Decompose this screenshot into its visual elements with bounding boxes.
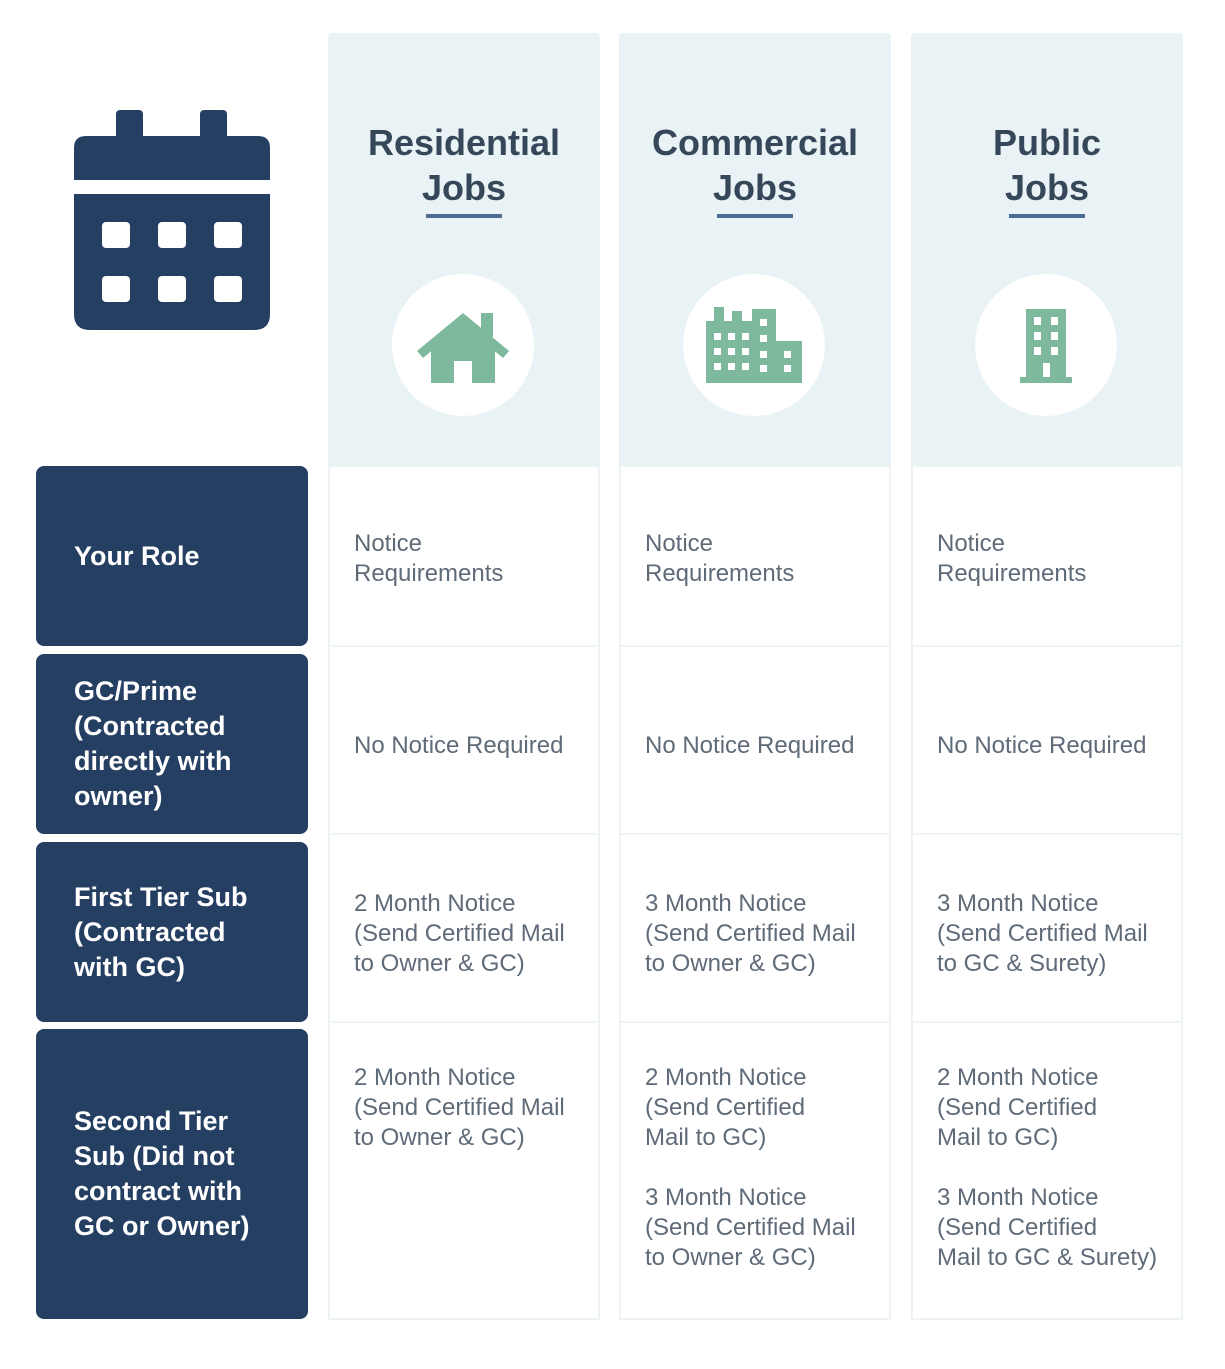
cell-public [911, 645, 1183, 835]
notice-text: 2 Month Notice (Send Certified Mail to Owner & GC) [354, 1064, 565, 1151]
column-title: Commercial Jobs [651, 122, 859, 208]
office-building-icon [1014, 307, 1078, 383]
cell-commercial [619, 645, 891, 835]
cell-residential [328, 465, 600, 647]
notice-text: 2 Month Notice (Send Certified Mail to GC) 3 Month Notice (Send Certified Mail to GC & Surety) [937, 1064, 1158, 1271]
cell-commercial [619, 465, 891, 647]
column-header-public [911, 33, 1183, 465]
factory-icon [704, 307, 804, 383]
notice-text: Notice Requirements [937, 530, 1087, 587]
notice-text: No Notice Required [937, 732, 1147, 759]
cell-residential [328, 833, 600, 1023]
title-divider [717, 214, 793, 218]
role-your-role: Your Role [36, 466, 308, 646]
notice-text: No Notice Required [645, 732, 855, 759]
house-icon [413, 307, 513, 383]
cell-residential [328, 1021, 600, 1320]
notice-text: No Notice Required [354, 732, 564, 759]
cell-commercial [619, 1021, 891, 1320]
calendar-icon [72, 110, 272, 332]
role-first-tier-sub: First Tier Sub (Contracted with GC) [36, 842, 308, 1022]
icon-circle [683, 274, 825, 416]
icon-circle [392, 274, 534, 416]
notice-text: Notice Requirements [354, 530, 504, 587]
notice-text: Notice Requirements [645, 530, 795, 587]
icon-circle [975, 274, 1117, 416]
cell-public [911, 833, 1183, 1023]
column-header-commercial [619, 33, 891, 465]
notice-text: 3 Month Notice (Send Certified Mail to Owner & GC) [645, 890, 856, 977]
column-title: Public Jobs [992, 122, 1102, 208]
cell-public [911, 465, 1183, 647]
cell-residential [328, 645, 600, 835]
notice-text: 3 Month Notice (Send Certified Mail to GC & Surety) [937, 890, 1148, 977]
role-second-tier-sub: Second Tier Sub (Did not contract with GC or Owner) [36, 1029, 308, 1319]
title-divider [426, 214, 502, 218]
title-divider [1009, 214, 1085, 218]
notice-text: 2 Month Notice (Send Certified Mail to GC) 3 Month Notice (Send Certified Mail to Owner & GC) [645, 1064, 856, 1271]
column-title: Residential Jobs [367, 122, 561, 208]
notice-text: 2 Month Notice (Send Certified Mail to Owner & GC) [354, 890, 565, 977]
cell-public [911, 1021, 1183, 1320]
cell-commercial [619, 833, 891, 1023]
column-header-residential [328, 33, 600, 465]
role-gc-prime: GC/Prime (Contracted directly with owner) [36, 654, 308, 834]
